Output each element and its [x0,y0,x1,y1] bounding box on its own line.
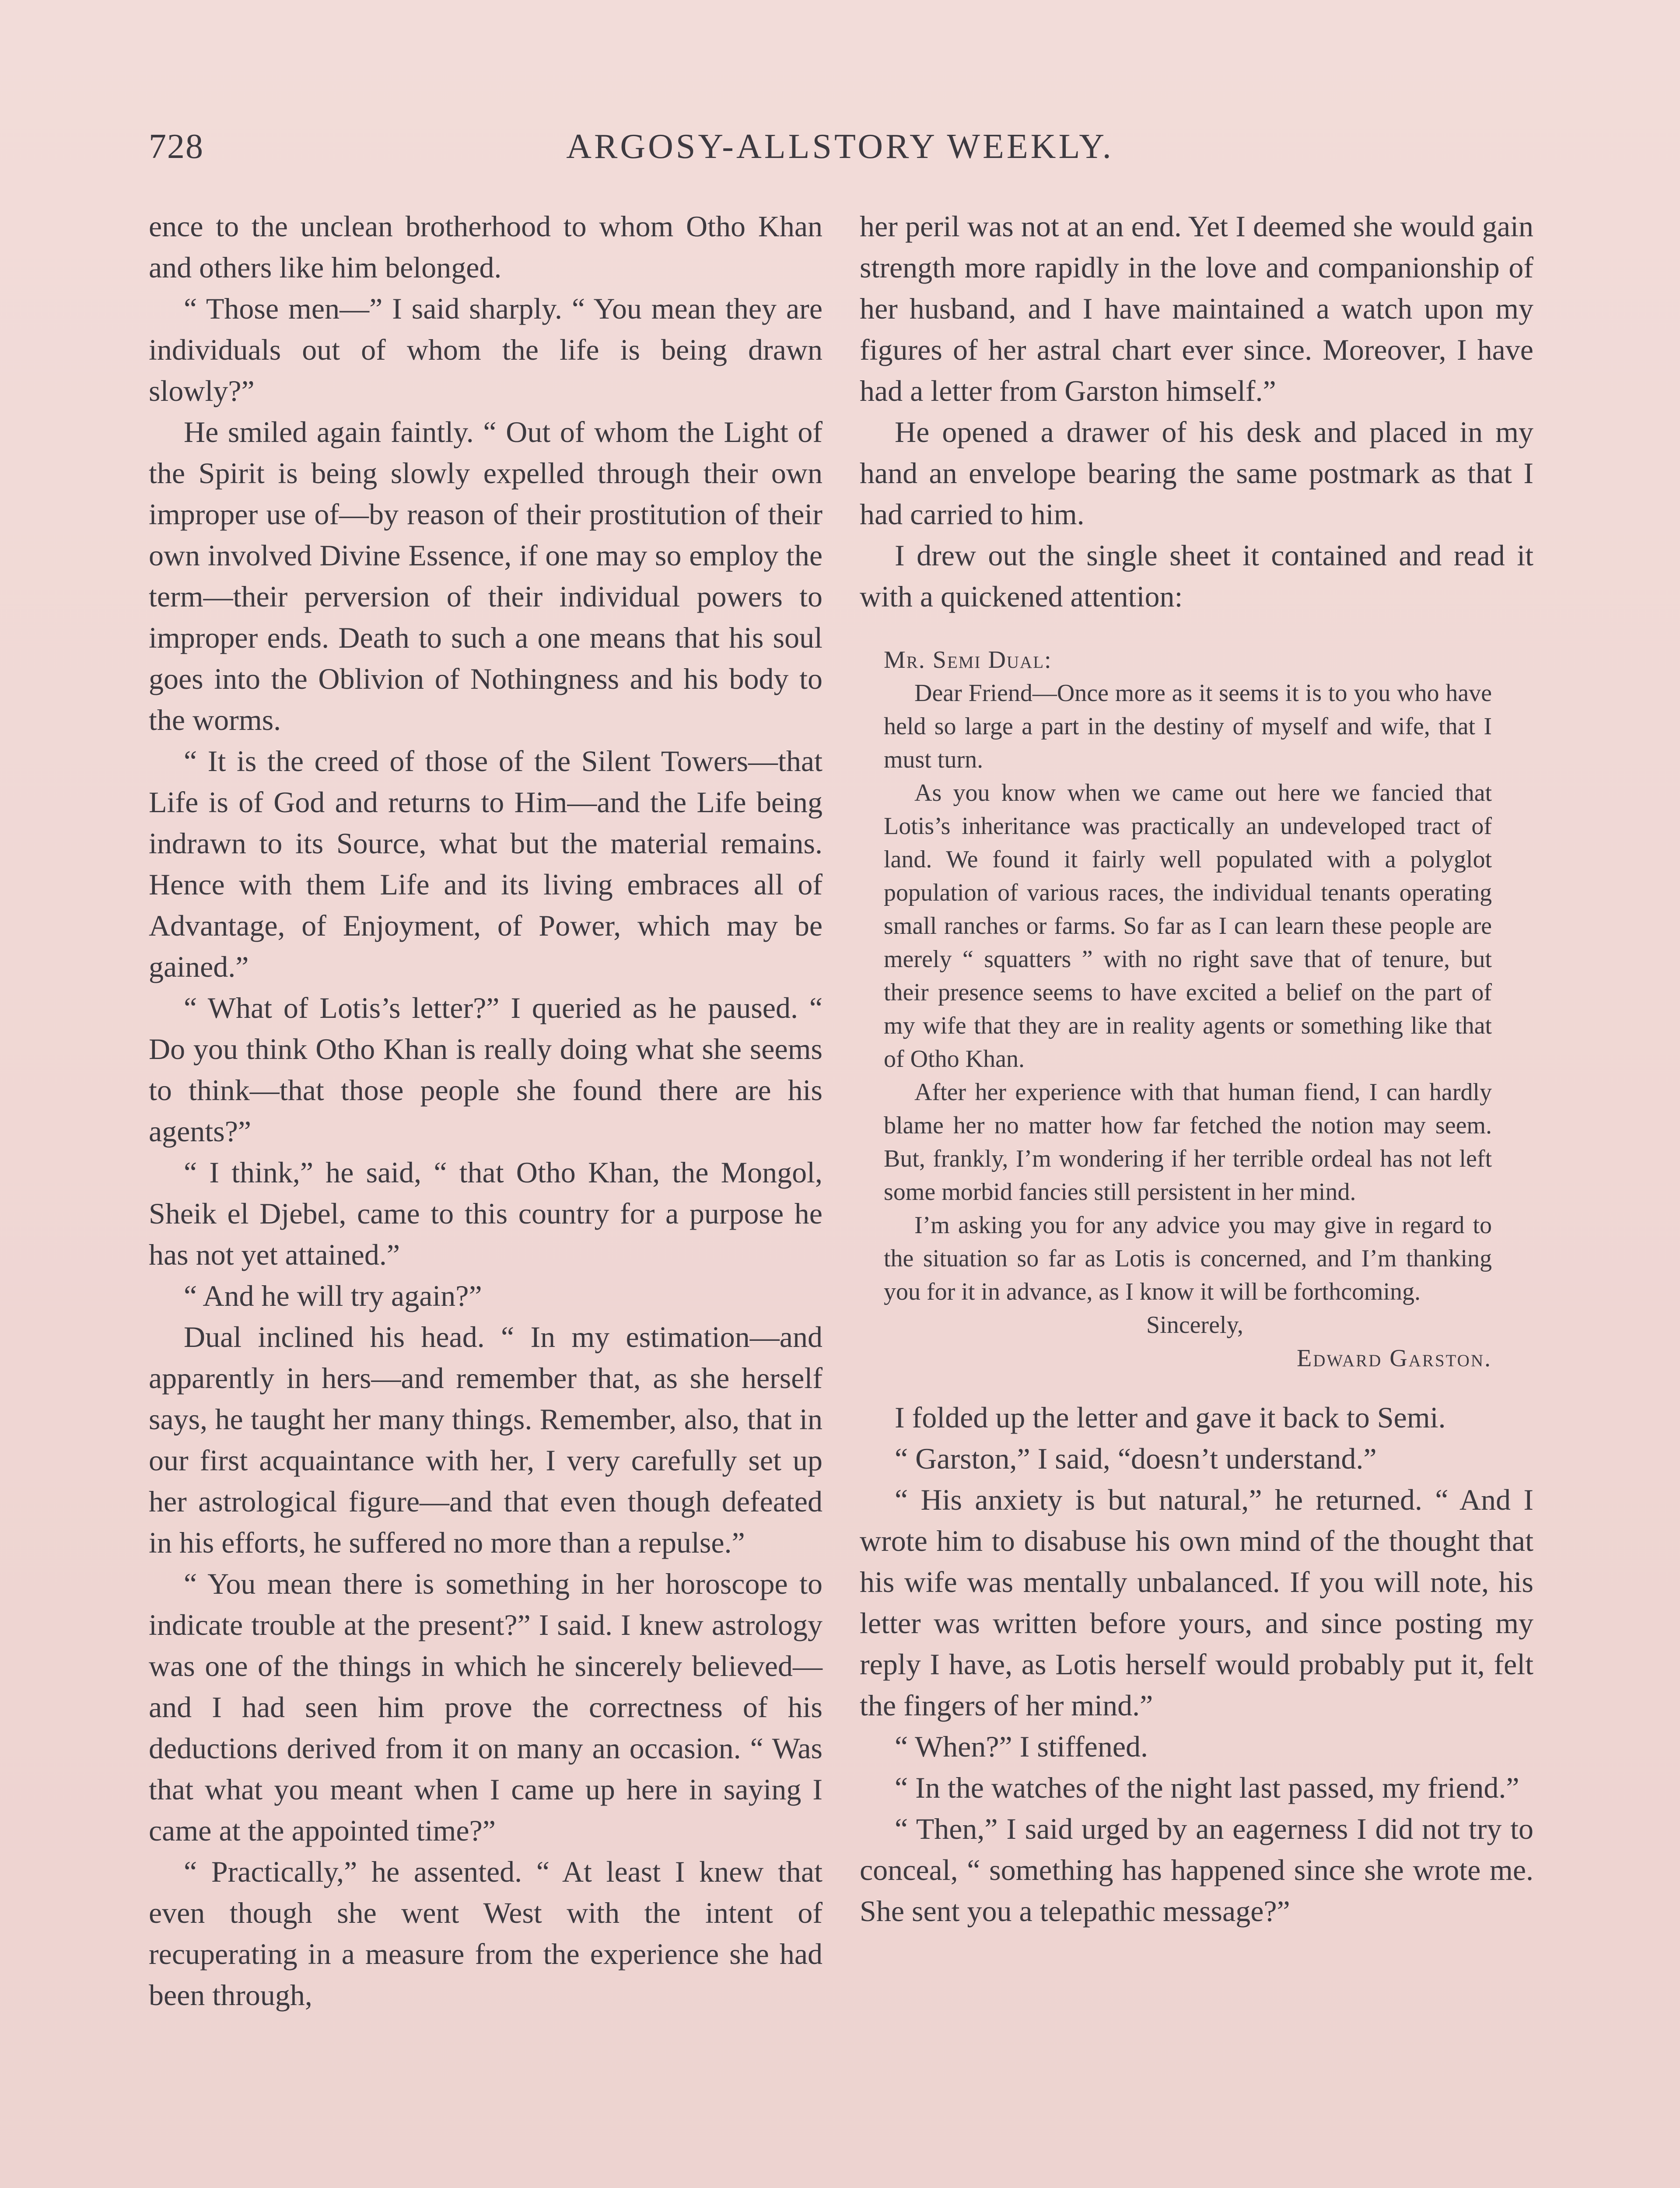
letter-paragraph: After her experience with that human fiend, I can hardly blame her no matter how far fetched the notion may seem. But, frankly, I’m wondering if her terrible ordeal has not left some morbid fancies still persistent in her mind. [884,1079,1492,1206]
paragraph: “ You mean there is something in her horoscope to indicate trouble at the present?” I said. I knew astrology was one of the things in which he sincerely believed—and I had seen him prove the correctness of his deductions derived from it on many an occasion. “ Was that what you meant when I came up here in saying I came at the appointed time?” [149,1567,822,1847]
left-column [149,206,822,2016]
letter-paragraph: As you know when we came out here we fancied that Lotis’s inheritance was practically an undeveloped tract of land. We found it fairly well populated with a polyglot population of various races, the individual tenants operating small ranches or farms. So far as I can learn these people are merely “ squatters ” with no right save that of tenure, but their presence seems to have excited a belief on the part of my wife that they are in reality agents or something like that of Otho Khan. [884,779,1492,1073]
paragraph: “ And he will try again?” [184,1279,482,1312]
paragraph: her peril was not at an end. Yet I deemed she would gain strength more rapidly in the love and companionship of her husband, and I have maintained a watch upon my figures of her astral chart ever since. Moreover, I have had a letter from Garston himself.” [860,210,1533,407]
right-column [860,206,1533,1932]
page-header [144,127,1536,179]
paragraph: “ What of Lotis’s letter?” I queried as he paused. “ Do you think Otho Khan is really doing what she seems to think—that those people she found there are his agents?” [149,991,822,1148]
paragraph: I drew out the single sheet it contained and read it with a quickened attention: [860,539,1533,613]
letter-paragraph: Dear Friend—Once more as it seems it is to you who have held so large a part in the destiny of myself and wife, that I must turn. [884,680,1492,773]
letter-paragraph: I’m asking you for any advice you may give in regard to the situation so far as Lotis is concerned, and I’m thanking you for it in advance, as I know it will be forthcoming. [884,1212,1492,1305]
paragraph: “ Garston,” I said, “doesn’t understand.” [895,1442,1377,1475]
paragraph: Dual inclined his head. “ In my estimation—and apparently in hers—and remember that, as she herself says, he taught her many things. Remember, also, that in our first acquaintance with her, I very carefully set up her astrological figure—and that even though defeated in his efforts, he suffered no more than a repulse.” [149,1320,822,1559]
paragraph: ence to the unclean brotherhood to whom Otho Khan and others like him belonged. [149,210,822,284]
letter-salutation: Mr. Semi Dual: [884,646,1052,673]
paragraph: I folded up the letter and gave it back to Semi. [895,1401,1446,1434]
paragraph: “ I think,” he said, “ that Otho Khan, the Mongol, Sheik el Djebel, came to this country for a purpose he has not yet attained.” [149,1156,822,1271]
paragraph: He opened a drawer of his desk and placed in my hand an envelope bearing the same postmark as that I had carried to him. [860,415,1533,531]
page-number: 728 [149,127,204,166]
letter-closing: Sincerely, [1146,1311,1243,1339]
paragraph: “ His anxiety is but natural,” he returned. “ And I wrote him to disabuse his own mind of the thought that his wife was mentally unbalanced. If you will note, his letter was written before yours, and since posting my reply I have, as Lotis herself would probably put it, felt the fingers of her mind.” [860,1483,1533,1722]
paragraph: “ Then,” I said urged by an eagerness I did not try to conceal, “ something has happened since she wrote me. She sent you a telepathic message?” [860,1812,1533,1928]
paragraph: “ In the watches of the night last passed, my friend.” [895,1771,1519,1804]
paragraph: “ When?” I stiffened. [895,1730,1148,1763]
paragraph: He smiled again faintly. “ Out of whom the Light of the Spirit is being slowly expelled through their own improper use of—by reason of their prostitution of their own involved Divine Essence, if one may so employ the term—their perversion of their individual powers to improper ends. Death to such a one means that his soul goes into the Oblivion of Nothingness and his body to the worms. [149,415,822,736]
quoted-letter [884,643,1492,1375]
letter-signature: Edward Garston. [1297,1345,1492,1372]
paragraph: “ Those men—” I said sharply. “ You mean they are individuals out of whom the life is being drawn slowly?” [149,292,822,407]
paragraph: “ Practically,” he assented. “ At least I knew that even though she went West with the intent of recuperating in a measure from the experience she had been through, [149,1855,822,2012]
running-title: ARGOSY-ALLSTORY WEEKLY. [566,127,1114,166]
paragraph: “ It is the creed of those of the Silent Towers—that Life is of God and returns to Him—and the Life being indrawn to its Source, what but the material remains. Hence with them Life and its living embraces all of Advantage, of Enjoyment, of Power, which may be gained.” [149,744,822,983]
